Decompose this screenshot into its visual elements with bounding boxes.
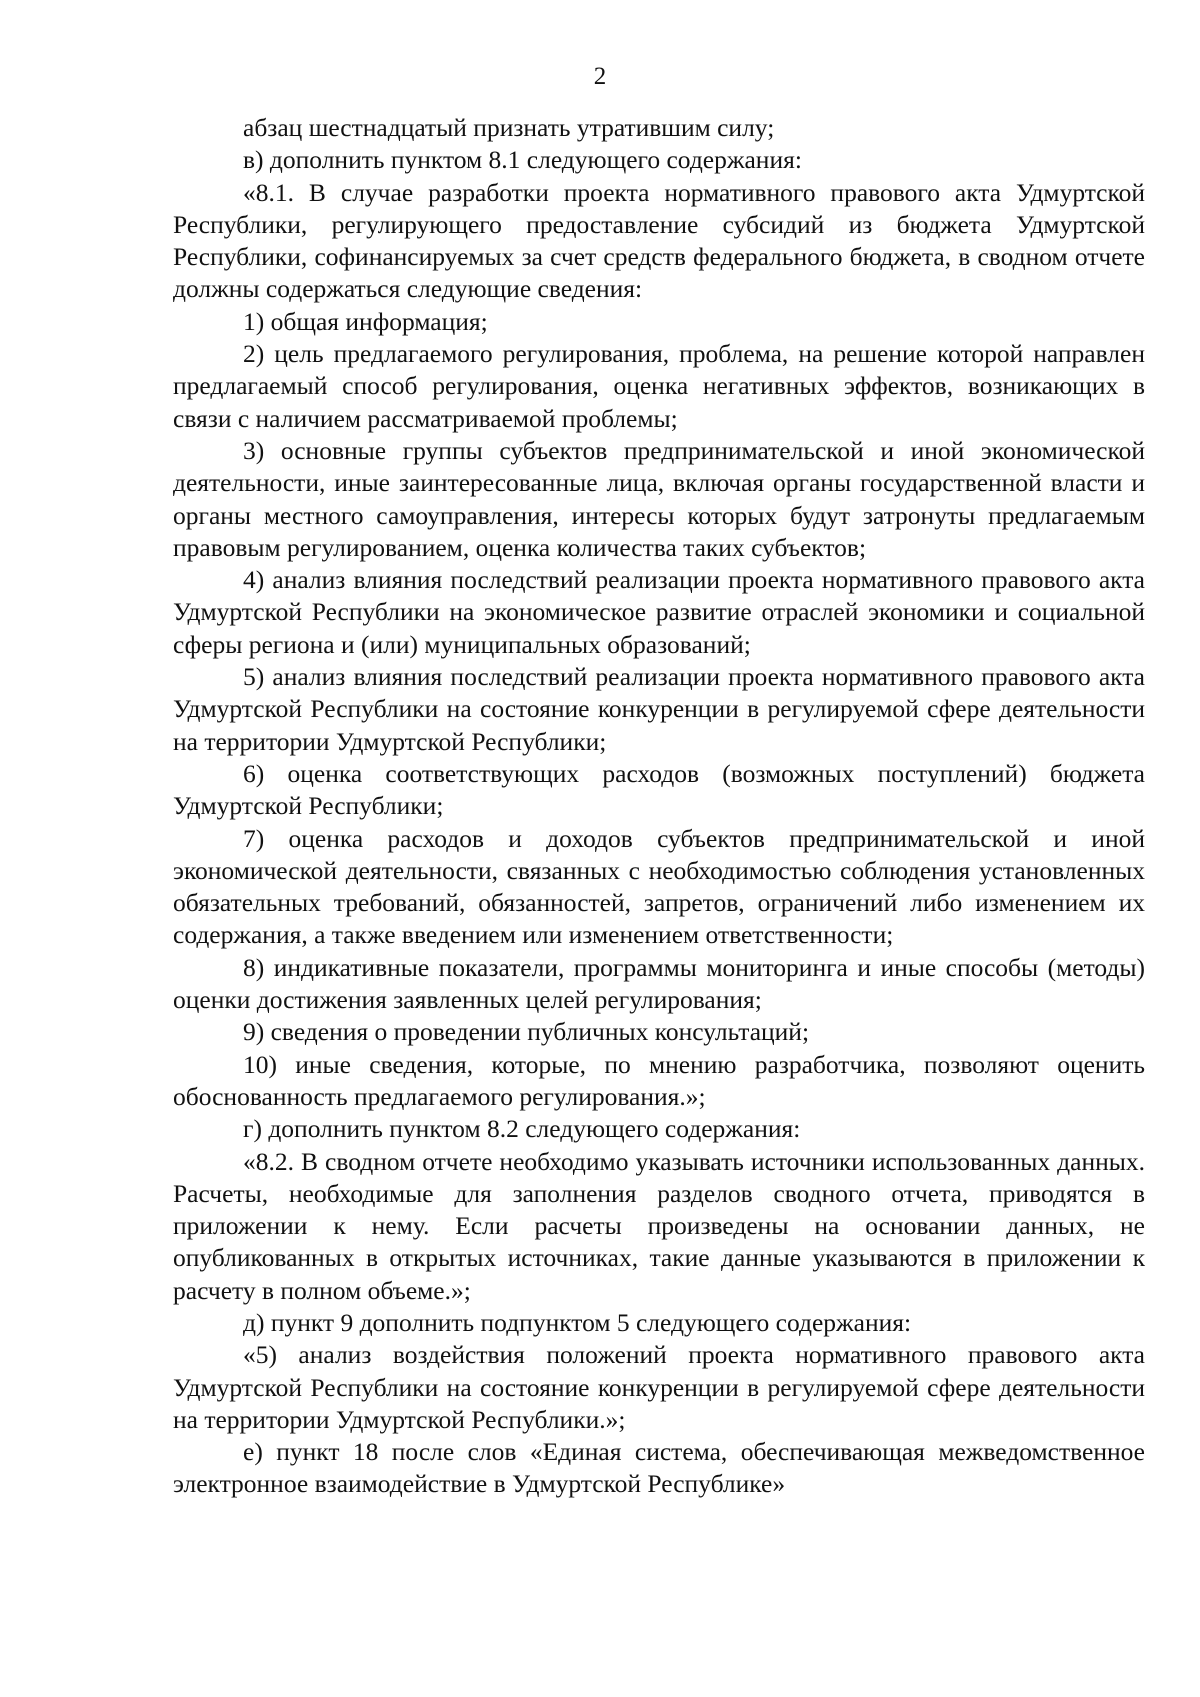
paragraph-amendment-v: в) дополнить пунктом 8.1 следующего содержания:	[243, 145, 802, 175]
list-item-6: 6) оценка соответствующих расходов (возможных поступлений) бюджета Удмуртской Республики;	[173, 758, 1145, 821]
list-item-2: 2) цель предлагаемого регулирования, проблема, на решение которой направлен предлагаемый способ регулирования, оценка негативных эффектов, возникающих в связи с наличием рассматриваемой проблемы;	[173, 339, 1145, 433]
list-item-8: 8) индикативные показатели, программы мониторинга и иные способы (методы) оценки достижения заявленных целей регулирования;	[173, 952, 1145, 1015]
list-item-5: 5) анализ влияния последствий реализации проекта нормативного правового акта Удмуртской Республики на состояние конкуренции в регулируемой сфере деятельности на территории Удмуртской Республики;	[173, 662, 1145, 756]
list-item-1: 1) общая информация;	[243, 306, 488, 336]
paragraph-clause-8-2: «8.2. В сводном отчете необходимо указывать источники использованных данных. Расчеты, необходимые для заполнения разделов сводного отчета, приводятся в приложении к нему. Если расчеты произведены на основании данных, не опубликованных в открытых источниках, такие данные указываются в приложении к расчету в полном объеме.»;	[173, 1146, 1145, 1305]
paragraph-clause-16-repealed: абзац шестнадцатый признать утратившим силу;	[243, 113, 775, 142]
list-item-7: 7) оценка расходов и доходов субъектов предпринимательской и иной экономической деятельности, связанных с необходимостью соблюдения установленных обязательных требований, обязанностей, запретов, ограничений либо изменением их содержания, а также введением или изменением ответственности;	[173, 823, 1145, 950]
paragraph-amendment-g: г) дополнить пунктом 8.2 следующего содержания:	[243, 1114, 801, 1144]
page-number: 2	[593, 63, 607, 90]
paragraph-amendment-e: е) пункт 18 после слов «Единая система, обеспечивающая межведомственное электронное взаимодействие в Удмуртской Республике»	[173, 1437, 1145, 1499]
list-item-4: 4) анализ влияния последствий реализации проекта нормативного правового акта Удмуртской Республики на экономическое развитие отраслей экономики и социальной сферы региона и (или) муниципальных образований;	[173, 565, 1145, 659]
paragraph-amendment-d: д) пункт 9 дополнить подпунктом 5 следующего содержания:	[243, 1307, 912, 1337]
paragraph-clause-8-1: «8.1. В случае разработки проекта нормативного правового акта Удмуртской Республики, регулирующего предоставление субсидий из бюджета Удмуртской Республики, софинансируемых за счет средств федерального бюджета, в сводном отчете должны содержаться следующие сведения:	[173, 177, 1145, 304]
list-item-9: 9) сведения о проведении публичных консультаций;	[243, 1017, 810, 1047]
document-body	[173, 112, 1145, 1501]
list-item-3: 3) основные группы субъектов предпринимательской и иной экономической деятельности, иные заинтересованные лица, включая органы государственной власти и органы местного самоуправления, интересы которых будут затронуты предлагаемым правовым регулированием, оценка количества таких субъектов;	[173, 435, 1145, 562]
list-item-10: 10) иные сведения, которые, по мнению разработчика, позволяют оценить обоснованность предлагаемого регулирования.»;	[173, 1049, 1145, 1111]
paragraph-subclause-5: «5) анализ воздействия положений проекта нормативного правового акта Удмуртской Республики на состояние конкуренции в регулируемой сфере деятельности на территории Удмуртской Республики.»;	[173, 1340, 1145, 1434]
